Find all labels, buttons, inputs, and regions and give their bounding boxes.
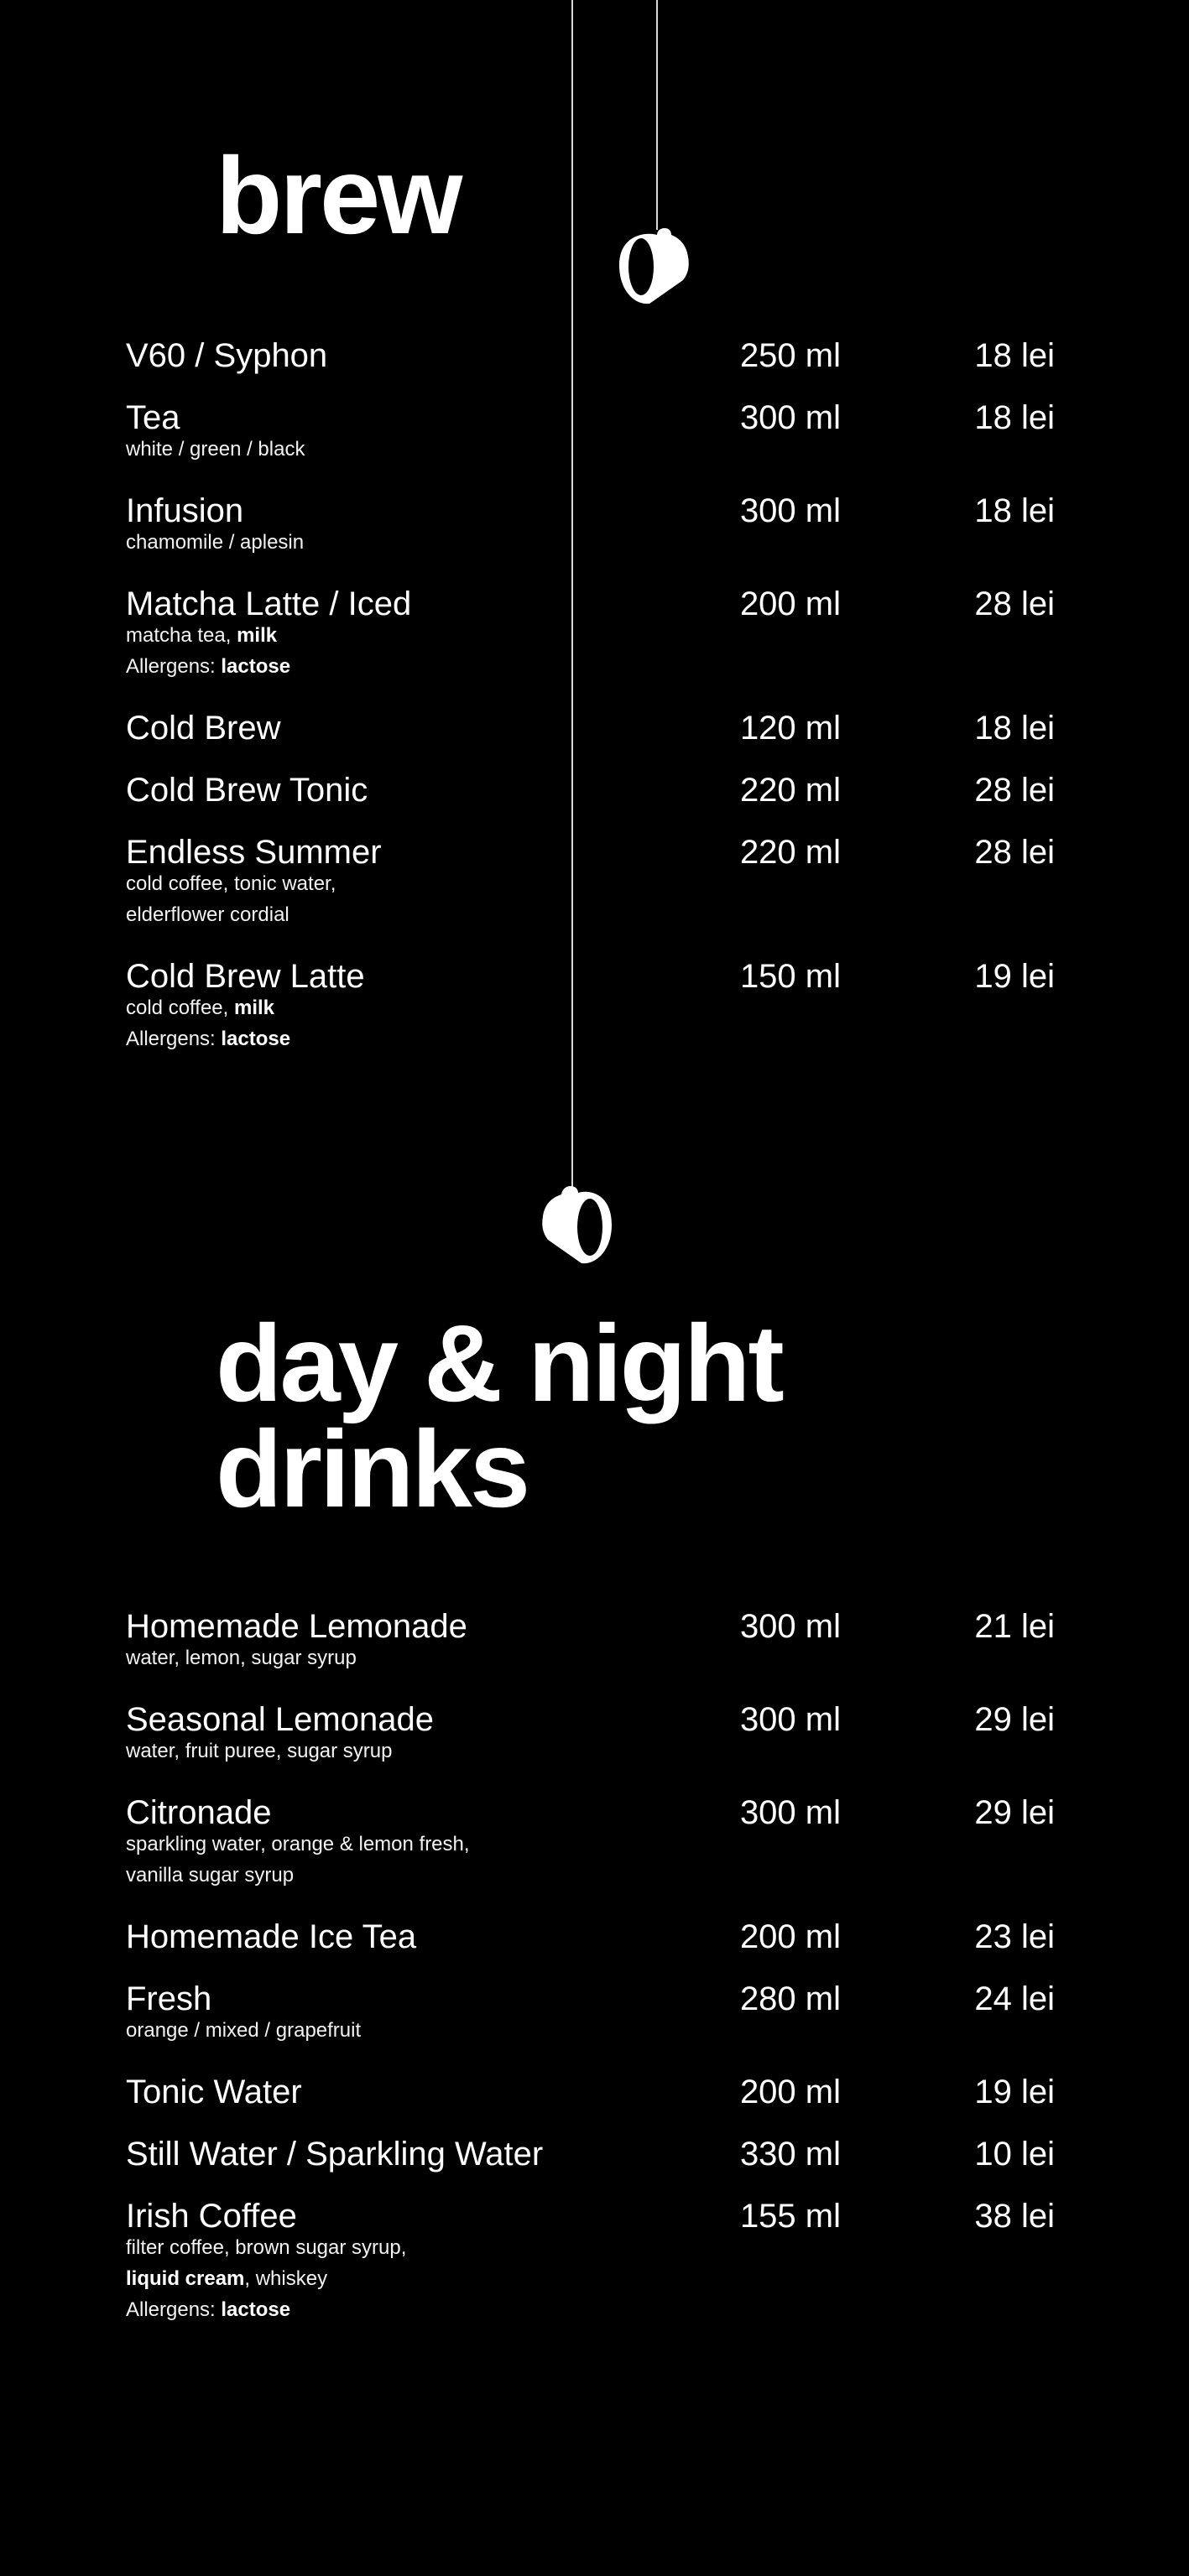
- menu-item-description: [126, 1642, 1057, 1673]
- menu-item-name: Fresh: [126, 1980, 212, 2017]
- menu-item-volume: 120 ml: [739, 710, 841, 747]
- menu-item-header: [126, 585, 1057, 622]
- menu-item: [126, 399, 1057, 465]
- menu-item: [126, 772, 1057, 809]
- menu-item: [126, 337, 1057, 374]
- menu-item-price: 29 lei: [974, 1701, 1055, 1738]
- menu-item-name: Cold Brew Tonic: [126, 772, 368, 809]
- description-emphasis: lactose: [221, 1028, 291, 1050]
- description-text: cold coffee, tonic water,: [126, 872, 336, 895]
- menu-item-description: [126, 2015, 1057, 2046]
- menu-item-description: [126, 992, 1057, 1023]
- description-text: Allergens:: [126, 655, 222, 678]
- menu-item-header: [126, 2074, 1057, 2110]
- menu-item: [126, 1980, 1057, 2046]
- menu-item-header: [126, 1980, 1057, 2017]
- menu-item-description: [126, 1736, 1057, 1767]
- menu-item-volume: 250 ml: [739, 337, 841, 374]
- menu-item: [126, 710, 1057, 747]
- menu-item: [126, 1794, 1057, 1891]
- menu-item: [126, 2198, 1057, 2325]
- menu-item-price: 21 lei: [974, 1608, 1055, 1645]
- menu-item: [126, 1608, 1057, 1673]
- description-text: , whiskey: [244, 2267, 328, 2290]
- menu-item-volume: 280 ml: [739, 1980, 841, 2017]
- menu-item-name: Cold Brew: [126, 710, 281, 747]
- menu-item-volume: 330 ml: [739, 2136, 841, 2173]
- description-text: water, fruit puree, sugar syrup: [126, 1740, 393, 1762]
- menu-item-header: [126, 772, 1057, 809]
- menu-item-name: Seasonal Lemonade: [126, 1701, 434, 1738]
- menu-item-description: [126, 1829, 1057, 1860]
- menu-item-name: Citronade: [126, 1794, 272, 1831]
- menu-item-header: [126, 1701, 1057, 1738]
- menu-item-header: [126, 958, 1057, 995]
- menu-item-volume: 300 ml: [739, 1701, 841, 1738]
- section-title-line: drinks: [216, 1408, 529, 1530]
- menu-item-header: [126, 2198, 1057, 2235]
- description-text: water, lemon, sugar syrup: [126, 1647, 357, 1669]
- menu-item-price: 18 lei: [974, 492, 1055, 529]
- menu-item-name: Tonic Water: [126, 2074, 302, 2110]
- description-text: Allergens:: [126, 2298, 222, 2321]
- menu-item-header: [126, 492, 1057, 529]
- menu-item-description: [126, 1860, 1057, 1891]
- menu-item: [126, 958, 1057, 1054]
- menu-item: [126, 834, 1057, 930]
- menu-item-name: Tea: [126, 399, 180, 436]
- lamp-wire-short: [656, 0, 658, 230]
- menu-item-price: 23 lei: [974, 1918, 1055, 1955]
- description-emphasis: lactose: [221, 655, 291, 678]
- menu-item-header: [126, 834, 1057, 871]
- menu-item-name: Homemade Lemonade: [126, 1608, 467, 1645]
- menu-item: [126, 585, 1057, 682]
- description-emphasis: milk: [233, 997, 275, 1019]
- description-text: matcha tea,: [126, 624, 237, 647]
- menu-item-description: [126, 527, 1057, 558]
- menu-item-description: [126, 2263, 1057, 2294]
- description-text: filter coffee, brown sugar syrup,: [126, 2236, 407, 2259]
- menu-item-name: Infusion: [126, 492, 244, 529]
- menu-item-description: [126, 899, 1057, 930]
- menu-item-price: 38 lei: [974, 2198, 1055, 2235]
- menu-item-volume: 220 ml: [739, 772, 841, 809]
- description-emphasis: milk: [237, 624, 278, 647]
- menu-item-description: [126, 434, 1057, 465]
- menu-item-volume: 150 ml: [739, 958, 841, 995]
- menu-item-volume: 300 ml: [739, 492, 841, 529]
- menu-item-header: [126, 1794, 1057, 1831]
- menu-item-price: 28 lei: [974, 772, 1055, 809]
- menu-item-volume: 300 ml: [739, 399, 841, 436]
- menu-item-price: 18 lei: [974, 399, 1055, 436]
- description-text: chamomile / aplesin: [126, 531, 305, 554]
- menu-list-brew: [126, 337, 1057, 1085]
- menu-item-description: [126, 651, 1057, 682]
- menu-item-name: Irish Coffee: [126, 2198, 297, 2235]
- menu-item-price: 28 lei: [974, 585, 1055, 622]
- description-emphasis: liquid cream: [126, 2267, 245, 2290]
- description-text: vanilla sugar syrup: [126, 1864, 295, 1886]
- description-text: orange / mixed / grapefruit: [126, 2019, 362, 2042]
- menu-item-volume: 155 ml: [739, 2198, 841, 2235]
- description-text: Allergens:: [126, 1028, 222, 1050]
- menu-item: [126, 2074, 1057, 2110]
- menu-item-description: [126, 868, 1057, 899]
- menu-item-header: [126, 1918, 1057, 1955]
- description-text: elderflower cordial: [126, 903, 289, 926]
- section-title-brew: brew: [216, 134, 461, 257]
- menu-item-volume: 200 ml: [739, 585, 841, 622]
- pendant-lamp-icon: [540, 1183, 615, 1267]
- menu-item: [126, 2136, 1057, 2173]
- menu-item-header: [126, 1608, 1057, 1645]
- menu-item-name: V60 / Syphon: [126, 337, 328, 374]
- menu-item-header: [126, 710, 1057, 747]
- menu-item-description: [126, 2294, 1057, 2325]
- menu-item-name: Homemade Ice Tea: [126, 1918, 417, 1955]
- menu-item-header: [126, 337, 1057, 374]
- menu-item-description: [126, 1023, 1057, 1054]
- menu-item-name: Endless Summer: [126, 834, 382, 871]
- menu-item-price: 24 lei: [974, 1980, 1055, 2017]
- description-text: cold coffee,: [126, 997, 234, 1019]
- menu-item-volume: 200 ml: [739, 1918, 841, 1955]
- menu-item: [126, 1701, 1057, 1767]
- menu-item-volume: 200 ml: [739, 2074, 841, 2110]
- menu-item-name: Still Water / Sparkling Water: [126, 2136, 544, 2173]
- menu-list-day-night-drinks: [126, 1608, 1057, 2356]
- menu-item: [126, 492, 1057, 558]
- pendant-lamp-icon: [616, 223, 691, 307]
- menu-item-price: 18 lei: [974, 337, 1055, 374]
- menu-item-name: Cold Brew Latte: [126, 958, 365, 995]
- description-text: sparkling water, orange & lemon fresh,: [126, 1833, 470, 1855]
- menu-item-price: 29 lei: [974, 1794, 1055, 1831]
- menu-item-price: 19 lei: [974, 2074, 1055, 2110]
- menu-item-volume: 300 ml: [739, 1608, 841, 1645]
- menu-item-volume: 300 ml: [739, 1794, 841, 1831]
- section-title-line: day & night: [216, 1302, 782, 1424]
- description-emphasis: lactose: [221, 2298, 291, 2321]
- menu-item-price: 18 lei: [974, 710, 1055, 747]
- menu-item-description: [126, 2232, 1057, 2263]
- menu-item-name: Matcha Latte / Iced: [126, 585, 412, 622]
- menu-item-price: 19 lei: [974, 958, 1055, 995]
- menu-item-volume: 220 ml: [739, 834, 841, 871]
- menu-item-description: [126, 620, 1057, 651]
- menu-item-price: 10 lei: [974, 2136, 1055, 2173]
- description-text: white / green / black: [126, 438, 305, 461]
- menu-item-header: [126, 2136, 1057, 2173]
- menu-item-header: [126, 399, 1057, 436]
- menu-item: [126, 1918, 1057, 1955]
- menu-item-price: 28 lei: [974, 834, 1055, 871]
- section-title-day-night-drinks: [216, 1302, 782, 1530]
